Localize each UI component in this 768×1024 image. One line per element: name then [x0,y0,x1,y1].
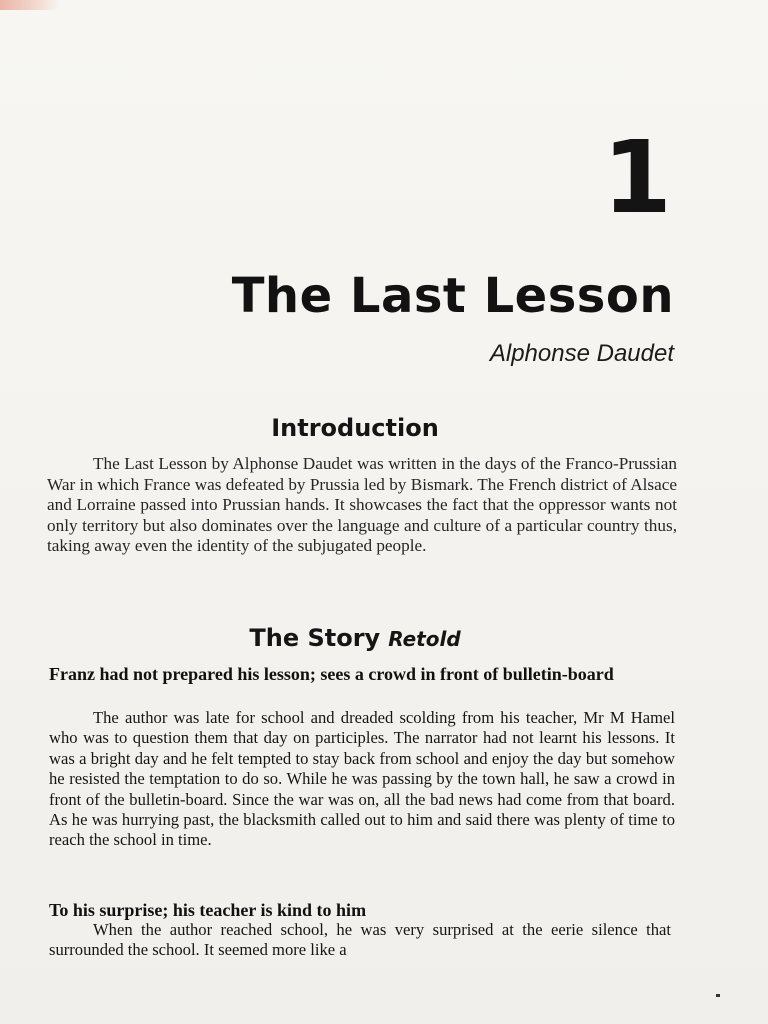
section-paragraph-2: When the author reached school, he was very surprised at the eerie silence that surrounded the school. It seemed more like a [49,920,671,960]
section-subheading-1: Franz had not prepared his lesson; sees a crowd in front of bulletin-board [49,664,614,684]
story-heading-sub: Retold [388,627,461,651]
chapter-author: Alphonse Daudet [489,340,674,367]
introduction-heading: Introduction [271,414,439,442]
chapter-title: The Last Lesson [231,268,674,324]
page-corner-decoration [0,0,60,10]
introduction-paragraph: The Last Lesson by Alphonse Daudet was written in the days of the Franco-Prussian War in which France was defeated by Prussia led by Bismark. The French district of Alsace and Lorraine passed into Prussian hands. It showcases the fact that the oppressor wants not only territory but also dominates over the language and culture of a particular country thus, taking away even the identity of the subjugated people. [47,454,677,556]
chapter-number: 1 [602,119,672,236]
story-heading-main: The Story [249,624,381,652]
section-paragraph-1: The author was late for school and dreaded scolding from his teacher, Mr M Hamel who was to question them that day on participles. The narrator had not learnt his lessons. It was a bright day and he felt tempted to stay back from school and enjoy the day but somehow he resisted the temptation to do so. While he was passing by the town hall, he saw a crowd in front of the bulletin-board. Since the war was on, all the bad news had come from that board. As he was hurrying past, the blacksmith called out to him and said there was plenty of time to reach the school in time. [49,708,675,850]
story-heading [0,624,710,652]
section-subheading-2: To his surprise; his teacher is kind to him [49,900,367,920]
page-speck [716,994,720,997]
